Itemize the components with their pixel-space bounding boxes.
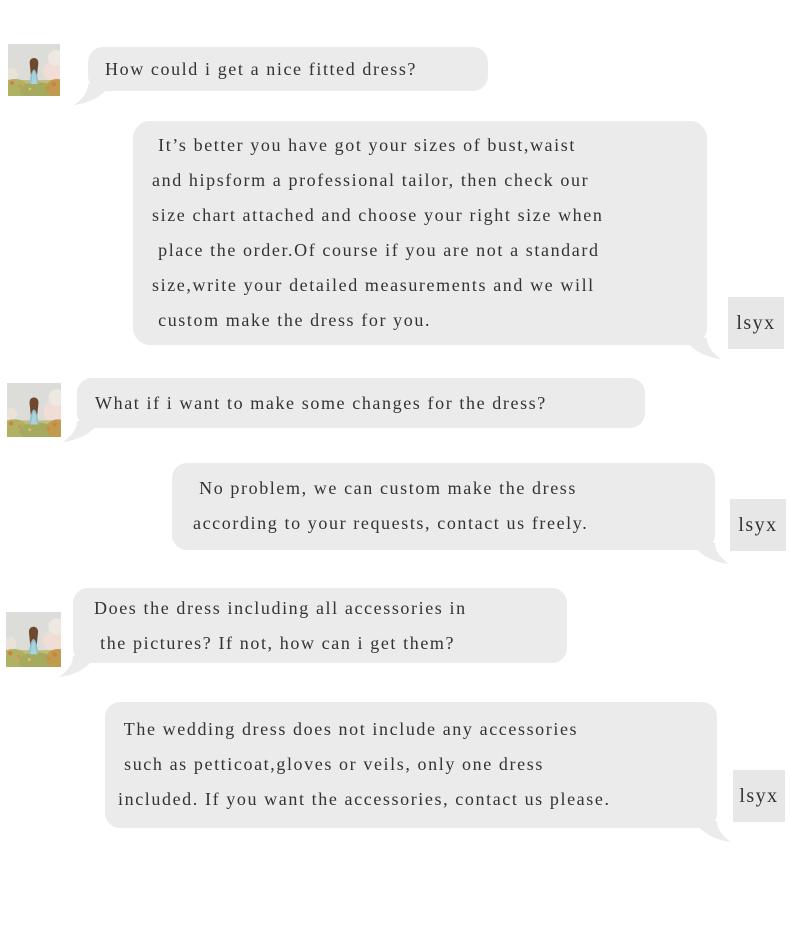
girl-in-meadow-avatar-icon <box>6 612 61 667</box>
bubble-tail <box>59 656 97 678</box>
seller-name: lsyx <box>738 513 778 536</box>
message-text: size,write your detailed measurements and we will <box>152 275 595 295</box>
seller-message-bubble-3 <box>105 702 717 828</box>
seller-name: lsyx <box>739 784 779 807</box>
buyer-message-bubble-1 <box>88 47 488 91</box>
message-text: according to your requests, contact us freely. <box>193 513 589 533</box>
seller-name: lsyx <box>736 311 776 334</box>
message-text: How could i get a nice fitted dress? <box>105 58 418 79</box>
message-text: What if i want to make some changes for the dress? <box>95 392 547 413</box>
seller-avatar-badge <box>733 770 785 822</box>
message-text: the pictures? If not, how can i get them? <box>94 633 456 653</box>
buyer-avatar <box>7 383 61 437</box>
seller-avatar-badge <box>730 499 786 551</box>
message-text: The wedding dress does not include any accessories <box>118 719 579 739</box>
message-text: size chart attached and choose your right size when <box>152 205 604 225</box>
bubble-tail <box>74 84 112 106</box>
message-text: such as petticoat,gloves or veils, only one dress <box>118 754 544 774</box>
seller-avatar-badge <box>728 297 784 349</box>
message-text: Does the dress including all accessories in <box>94 598 467 618</box>
seller-message-bubble-2 <box>172 463 715 550</box>
seller-message-bubble-1 <box>133 121 707 345</box>
message-text: included. If you want the accessories, contact us please. <box>118 789 611 809</box>
buyer-avatar <box>8 44 60 96</box>
message-text: custom make the dress for you. <box>152 310 432 330</box>
buyer-message-bubble-3 <box>73 588 567 663</box>
bubble-tail <box>683 338 721 360</box>
message-text: No problem, we can custom make the dress <box>193 478 578 498</box>
buyer-avatar <box>6 612 61 667</box>
message-text: place the order.Of course if you are not a standard <box>152 240 600 260</box>
bubble-tail <box>693 821 731 843</box>
buyer-message-bubble-2 <box>77 378 645 428</box>
message-text: and hipsform a professional tailor, then check our <box>152 170 590 190</box>
girl-in-meadow-avatar-icon <box>8 44 60 96</box>
message-text: It’s better you have got your sizes of bust,waist <box>152 135 576 155</box>
bubble-tail <box>63 421 101 443</box>
girl-in-meadow-avatar-icon <box>7 383 61 437</box>
bubble-tail <box>691 543 729 565</box>
